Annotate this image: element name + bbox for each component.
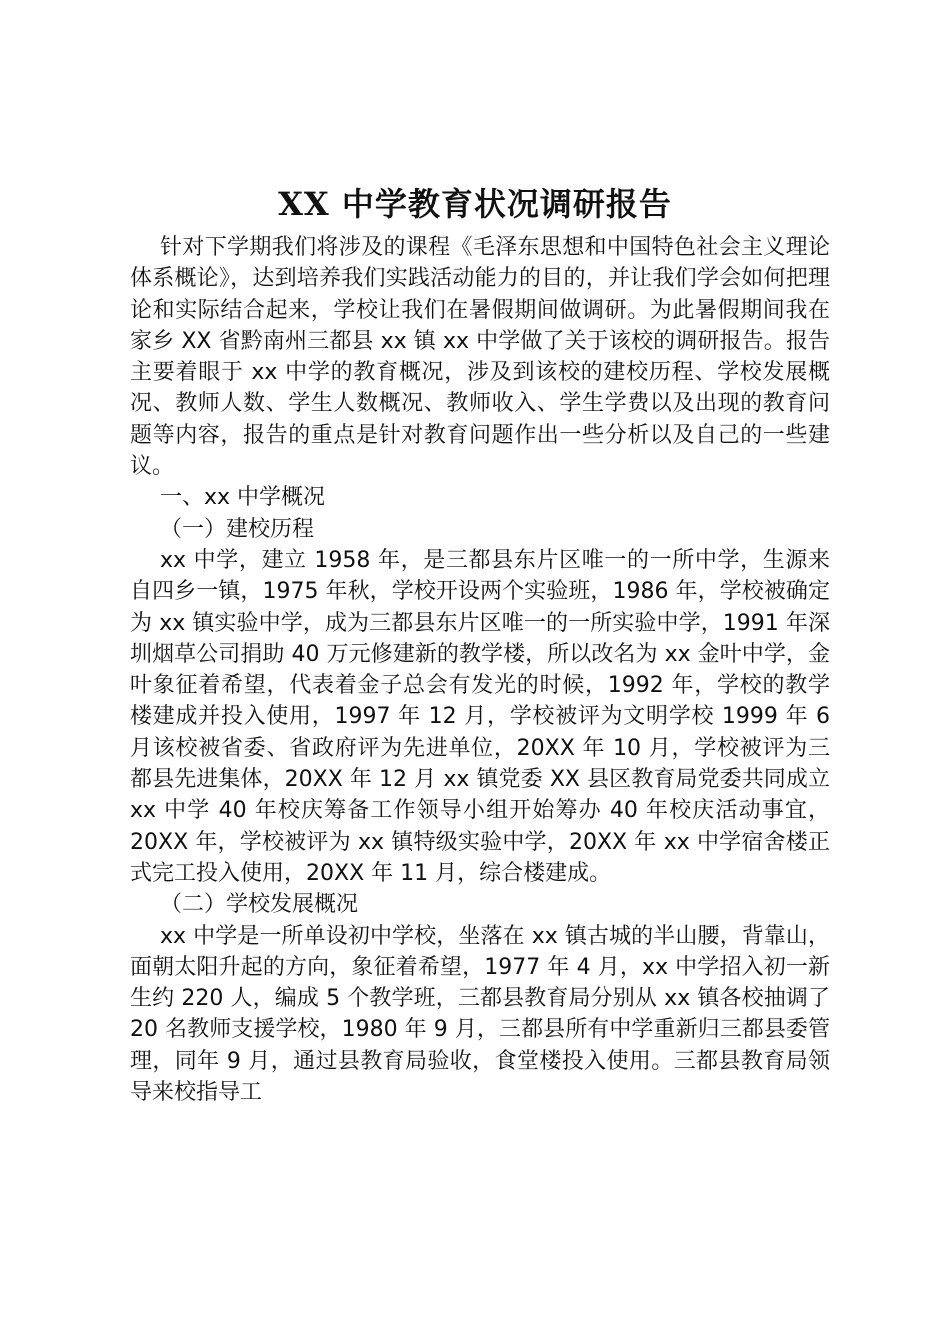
- section-heading: 一、xx 中学概况: [160, 485, 326, 511]
- subsection-heading: （二）学校发展概况: [160, 892, 359, 918]
- document-body: [130, 232, 830, 1108]
- intro-paragraph: 针对下学期我们将涉及的课程《毛泽东思想和中国特色社会主义理论体系概论》，达到培养我们实践活动能力的目的，并让我们学会如何把理论和实际结合起来，学校让我们在暑假期间做调研。为此暑假期间我在家乡 XX 省黔南州三都县 xx 镇 xx 中学做了关于该校的调研报告。报告主要着眼于 xx 中学的教育概况，涉及到该校的建校历程、学校发展概况、教师人数、学生人数概况、教师收入、学生学费以及出现的教育问题等内容，报告的重点是针对教育问题作出一些分析以及自己的一些建议。: [130, 235, 830, 480]
- history-paragraph: xx 中学，建立 1958 年，是三都县东片区唯一的一所中学，生源来自四乡一镇，1975 年秋，学校开设两个实验班，1986 年，学校被确定为 xx 镇实验中学，成为三都县东片区唯一的一所实验中学，1991 年深圳烟草公司捐助 40 万元修建新的教学楼，所以改名为 xx 金叶中学，金叶象征着希望，代表着金子总会有发光的时候，1992 年，学校的教学楼建成并投入使用，1997 年 12 月，学校被评为文明学校 1999 年 6 月该校被省委、省政府评为先进单位，20XX 年 10 月，学校被评为三都县先进集体，20XX 年 12 月 xx 镇党委 XX 县区教育局党委共同成立 xx 中学 40 年校庆筹备工作领导小组开始筹办 40 年校庆活动事宜，20XX 年，学校被评为 xx 镇特级实验中学，20XX 年 xx 中学宿舍楼正式完工投入使用，20XX 年 11 月，综合楼建成。: [130, 547, 830, 886]
- subsection-heading: （一）建校历程: [160, 516, 315, 542]
- document-title: XX 中学教育状况调研报告: [278, 185, 672, 223]
- development-paragraph: xx 中学是一所单设初中学校，坐落在 xx 镇古城的半山腰，背靠山，面朝太阳升起的方向，象征着希望，1977 年 4 月，xx 中学招入初一新生约 220 人，编成 5 个教学班，三都县教育局分别从 xx 镇各校抽调了 20 名教师支援学校，1980 年 9 月，三都县所有中学重新归三都县委管理，同年 9 月，通过县教育局验收，食堂楼投入使用。三都县教育局领导来校指导工: [130, 923, 830, 1106]
